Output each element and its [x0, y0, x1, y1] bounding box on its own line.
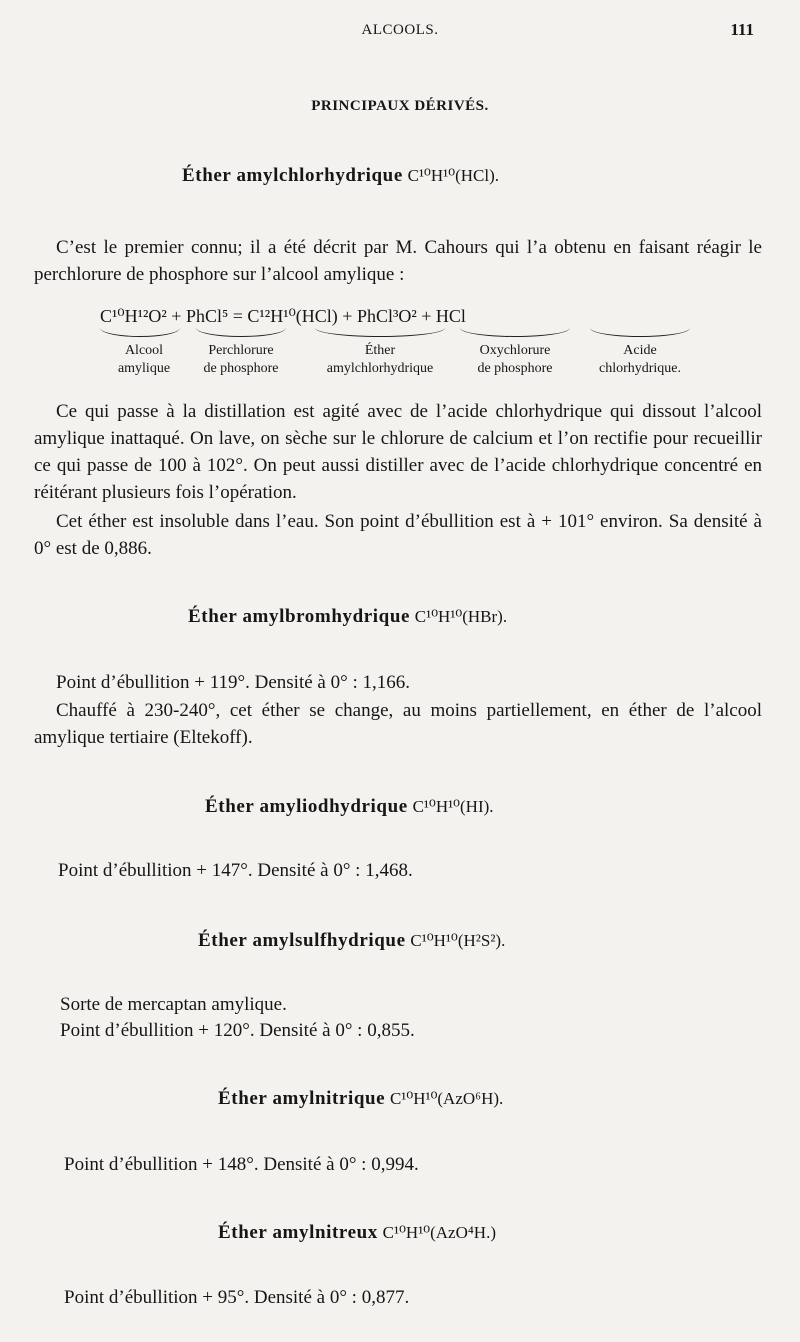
equation-label — [186, 342, 296, 378]
entry-name: Éther amylnitrique — [218, 1088, 386, 1109]
data-line: Point d’ébullition + 120°. Densité à 0° : 0,855. — [60, 1020, 415, 1041]
entry-formula: C¹⁰H¹⁰(AzO⁴H.) — [382, 1223, 496, 1242]
brace — [590, 328, 690, 337]
equation-label — [585, 342, 695, 378]
distillation-paragraph: Ce qui passe à la distillation est agité avec de l’acide chlorhydrique qui dissout l’alcool amylique inattaqué. On lave, on sèche sur le chlorure de calcium et l’on rectifie pour recueillir ce qui passe de 100 à 102°. On peut aussi distiller avec de l’acide chlorhydrique concentré en réitérant plusieurs fois l’opération. — [34, 401, 762, 503]
equation-label — [305, 342, 455, 378]
entry-formula: C¹⁰H¹⁰(HI). — [412, 797, 494, 816]
entry-formula: C¹⁰H¹⁰(HBr). — [414, 607, 508, 626]
entry-name: Éther amylnitreux — [218, 1222, 378, 1243]
data-line: Point d’ébullition + 119°. Densité à 0° : 1,166. — [56, 672, 410, 693]
brace — [100, 328, 180, 337]
data-line: Point d’ébullition + 148°. Densité à 0° : 0,994. — [64, 1154, 419, 1175]
data-line: Point d’ébullition + 147°. Densité à 0° : 1,468. — [58, 860, 413, 881]
label-bottom: de phosphore — [477, 361, 553, 376]
data-line: Sorte de mercaptan amylique. — [60, 994, 287, 1015]
brace — [460, 328, 570, 337]
entry-heading-amylchlorhydrique — [182, 165, 499, 187]
entry-heading-amylsulfhydrique — [198, 930, 505, 952]
reaction-equation: C¹⁰H¹²O² + PhCl⁵ = C¹²H¹⁰(HCl) + PhCl³O² + HCl — [100, 306, 466, 326]
intro-paragraph: C’est le premier connu; il a été décrit par M. Cahours qui l’a obtenu en faisant réagir le perchlorure de phosphore sur l’alcool amylique : — [34, 237, 762, 285]
data-paragraph: Chauffé à 230-240°, cet éther se change, au moins partiellement, en éther de l’alcool amylique tertiaire (Eltekoff). — [34, 700, 762, 748]
label-bottom: chlorhydrique. — [598, 361, 682, 376]
entry-formula: C¹⁰H¹⁰(AzO⁶H). — [389, 1089, 504, 1108]
entry-formula: C¹⁰H¹⁰(HCl). — [407, 166, 499, 185]
equation-label — [455, 342, 575, 378]
label-bottom: amylique — [117, 361, 171, 376]
equation-label — [112, 342, 176, 378]
entry-name: Éther amylbromhydrique — [188, 606, 411, 627]
properties-paragraph: Cet éther est insoluble dans l’eau. Son point d’ébullition est à + 101° environ. Sa densité à 0° est de 0,886. — [34, 511, 762, 559]
label-top: Oxychlorure — [479, 343, 551, 358]
entry-heading-amylnitrique — [218, 1088, 503, 1110]
label-top: Éther — [364, 343, 396, 358]
running-title: ALCOOLS. — [361, 22, 439, 38]
entry-heading-amyliodhydrique — [205, 796, 494, 818]
entry-name: Éther amyliodhydrique — [205, 796, 408, 817]
data-line: Point d’ébullition + 95°. Densité à 0° : 0,877. — [64, 1287, 410, 1308]
label-top: Perchlorure — [208, 343, 274, 358]
brace — [196, 328, 286, 337]
label-top: Acide — [623, 343, 657, 358]
entry-formula: C¹⁰H¹⁰(H²S²). — [410, 931, 506, 950]
entry-name: Éther amylsulfhydrique — [198, 930, 406, 951]
label-bottom: amylchlorhydrique — [326, 361, 434, 376]
entry-name: Éther amylchlorhydrique — [182, 165, 403, 186]
label-top: Alcool — [124, 343, 164, 358]
brace — [315, 328, 445, 337]
label-bottom: de phosphore — [203, 361, 279, 376]
section-title: PRINCIPAUX DÉRIVÉS. — [311, 98, 489, 114]
page-number: 111 — [730, 20, 754, 39]
entry-heading-amylbromhydrique — [188, 606, 507, 628]
entry-heading-amylnitreux — [218, 1222, 496, 1244]
